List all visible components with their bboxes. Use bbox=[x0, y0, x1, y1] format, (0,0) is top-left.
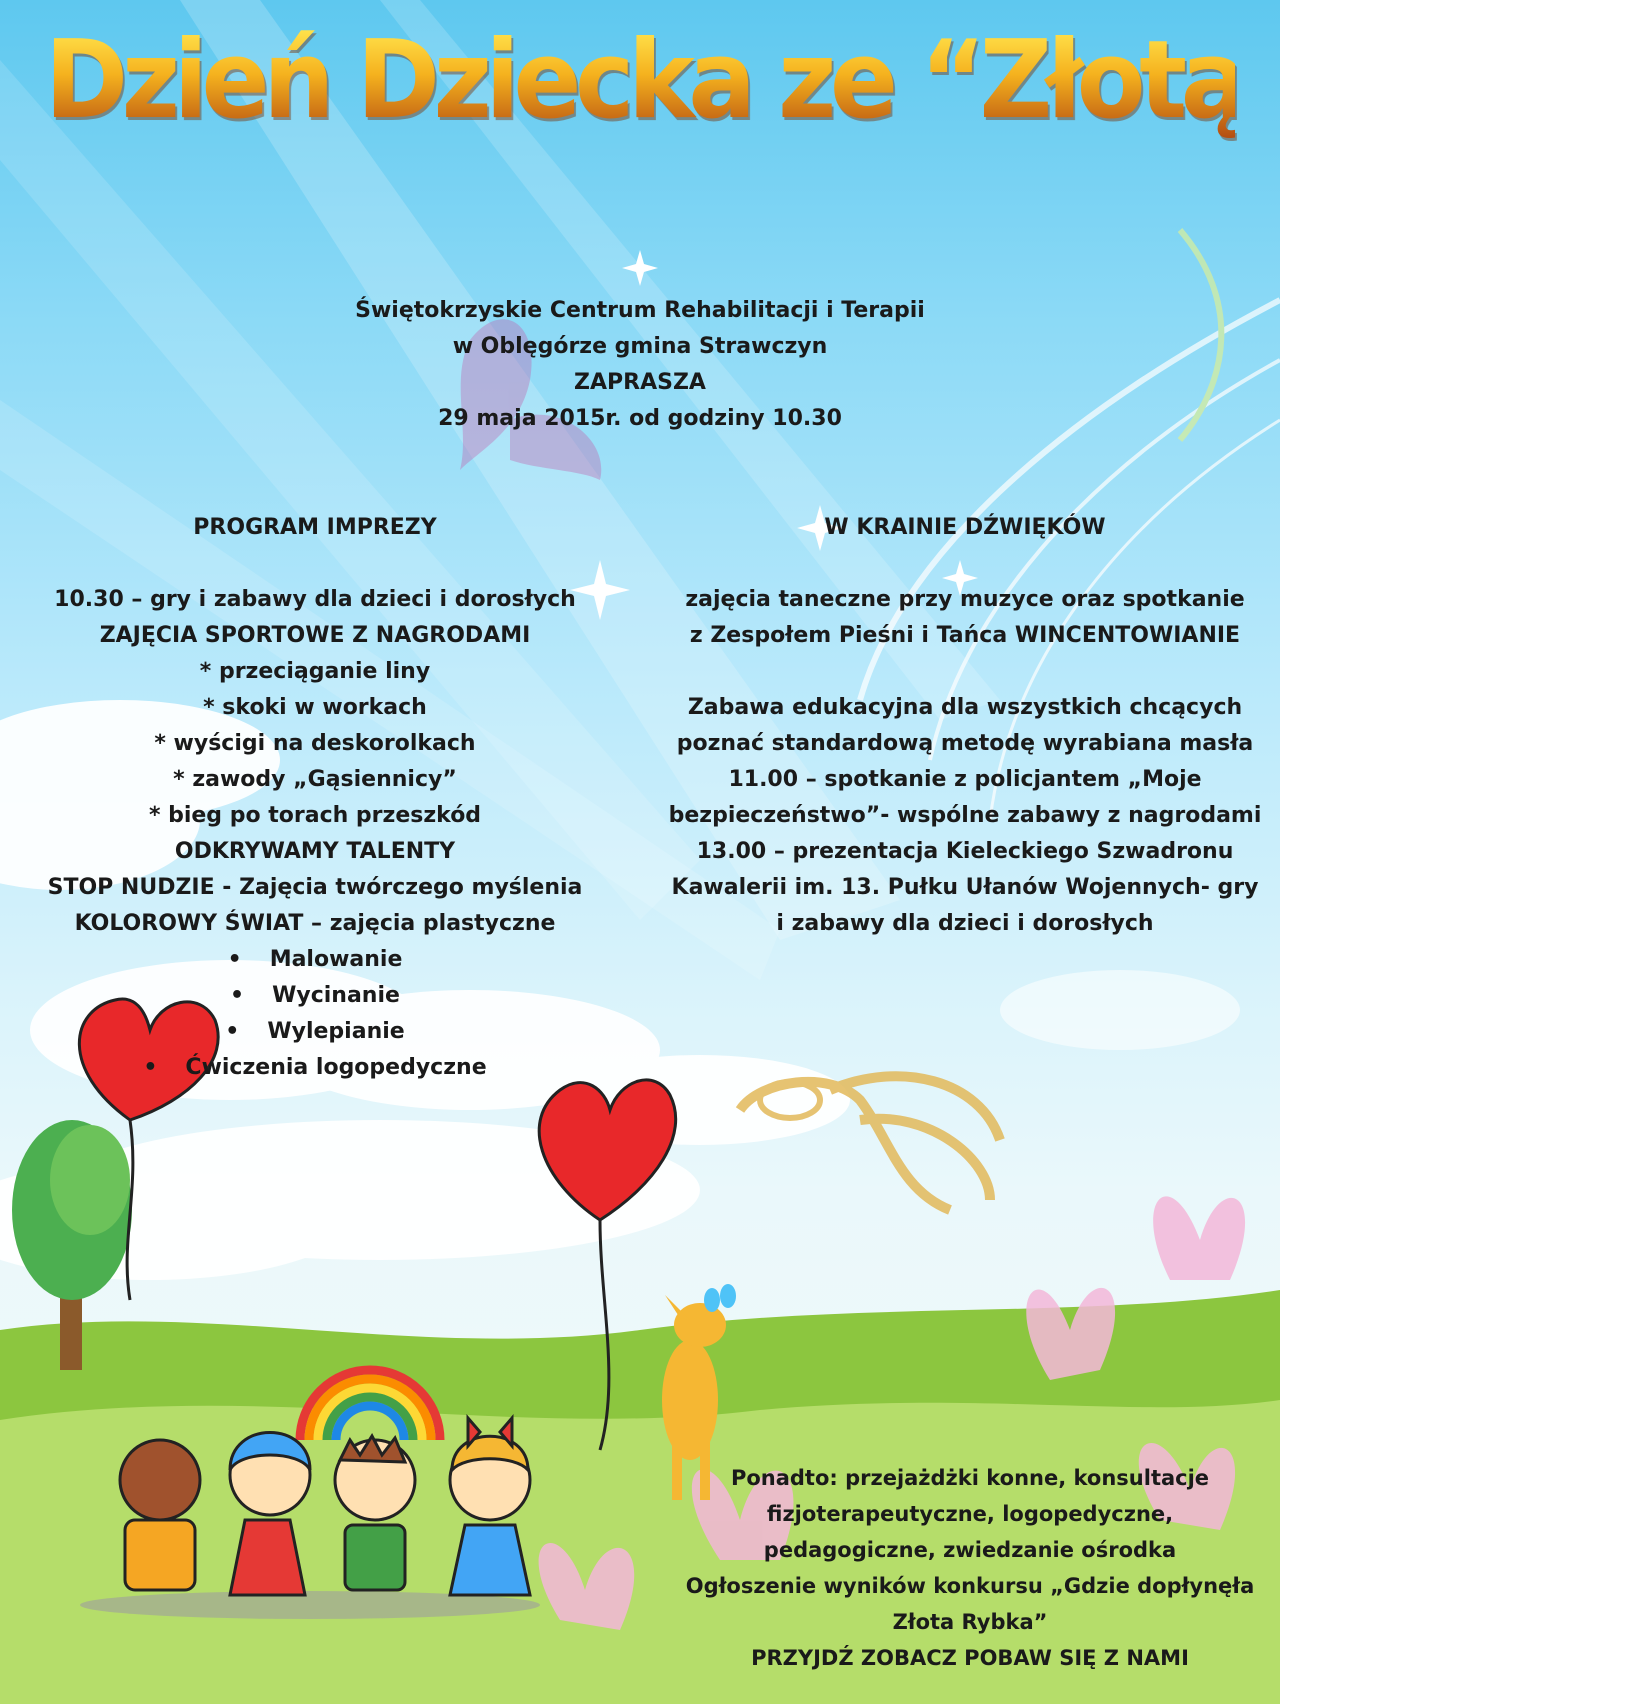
sounds-line: zajęcia taneczne przy muzyce oraz spotkanie bbox=[685, 587, 1245, 612]
footer-line: Ogłoszenie wyników konkursu „Gdzie dopłynęła bbox=[685, 1574, 1255, 1598]
sounds-line: Zabawa edukacyjna dla wszystkich chcących bbox=[687, 695, 1243, 720]
footer-line: fizjoterapeutyczne, logopedyczne, bbox=[766, 1502, 1174, 1526]
invitation-word: ZAPRASZA bbox=[574, 370, 706, 395]
sounds-line: bezpieczeństwo”- wspólne zabawy z nagrodami bbox=[668, 803, 1262, 828]
sounds-line: poznać standardową metodę wyrabiana masła bbox=[676, 731, 1254, 756]
sounds-column bbox=[650, 510, 1280, 942]
program-line: ODKRYWAMY TALENTY bbox=[174, 839, 456, 864]
program-heading: PROGRAM IMPREZY bbox=[193, 515, 437, 540]
bullet-item: • Wycinanie bbox=[10, 978, 620, 1014]
blue-butterfly-icon bbox=[704, 1284, 736, 1312]
footer-line: Złota Rybka” bbox=[892, 1610, 1048, 1634]
intro-block bbox=[240, 293, 1040, 437]
sounds-line: z Zespołem Pieśni i Tańca WINCENTOWIANIE bbox=[689, 623, 1241, 648]
bullet-item: • Wylepianie bbox=[10, 1014, 620, 1050]
organizer-location: w Oblęgórze gmina Strawczyn bbox=[452, 334, 828, 359]
program-column bbox=[10, 510, 620, 1086]
bullet-item: • Malowanie bbox=[10, 942, 620, 978]
bullet-item: • Ćwiczenia logopedyczne bbox=[10, 1050, 620, 1086]
program-line: * wyścigi na deskorolkach bbox=[154, 731, 476, 756]
sounds-heading: W KRAINIE DŹWIĘKÓW bbox=[824, 515, 1106, 540]
organizer-name: Świętokrzyskie Centrum Rehabilitacji i Terapii bbox=[355, 298, 925, 323]
program-line: * przeciąganie liny bbox=[199, 659, 431, 684]
program-line: * bieg po torach przeszkód bbox=[148, 803, 482, 828]
program-line: ZAJĘCIA SPORTOWE Z NAGRODAMI bbox=[99, 623, 531, 648]
program-line: * zawody „Gąsiennicy” bbox=[173, 767, 457, 792]
footer-line: pedagogiczne, zwiedzanie ośrodka bbox=[763, 1538, 1177, 1562]
program-line: * skoki w workach bbox=[203, 695, 427, 720]
footer-line: Ponadto: przejażdżki konne, konsultacje bbox=[730, 1466, 1210, 1490]
program-line: STOP NUDZIE - Zajęcia twórczego myślenia bbox=[47, 875, 583, 900]
program-line: KOLOROWY ŚWIAT – zajęcia plastyczne bbox=[74, 911, 556, 936]
footer-slogan: PRZYJDŹ ZOBACZ POBAW SIĘ Z NAMI bbox=[751, 1646, 1189, 1670]
poster-title: Dzień Dziecka ze “Złotą Rybką” bbox=[44, 18, 1642, 143]
sounds-line: i zabawy dla dzieci i dorosłych bbox=[776, 911, 1154, 936]
footer-block bbox=[665, 1460, 1275, 1676]
sounds-line: 13.00 – prezentacja Kieleckiego Szwadronu bbox=[696, 839, 1234, 864]
event-date: 29 maja 2015r. od godziny 10.30 bbox=[438, 406, 842, 431]
sounds-line: 11.00 – spotkanie z policjantem „Moje bbox=[728, 767, 1202, 792]
program-line: 10.30 – gry i zabawy dla dzieci i dorosłych bbox=[54, 587, 576, 612]
sounds-line: Kawalerii im. 13. Pułku Ułanów Wojennych- gry bbox=[671, 875, 1259, 900]
